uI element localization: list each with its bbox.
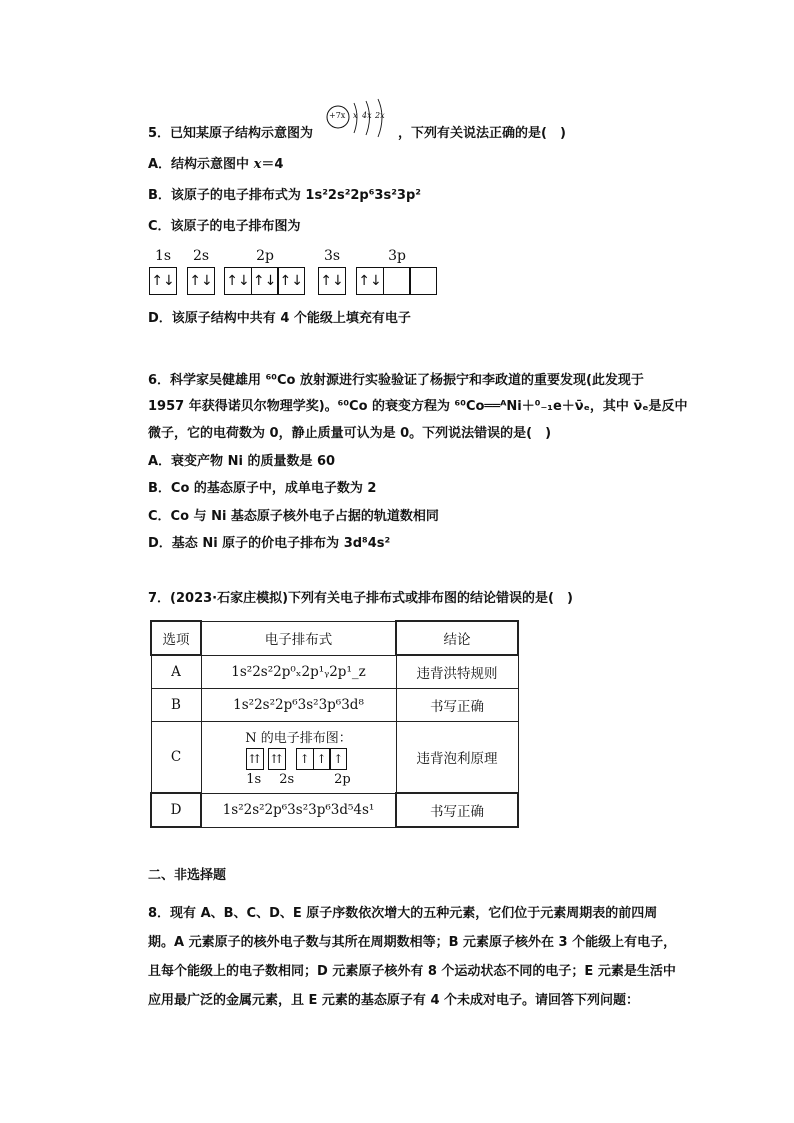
q8-line2: 期。A 元素原子的核外电子数与其所在周期数相等；B 元素原子核外在 3 个能级上有电子， (148, 935, 677, 950)
table-row (151, 793, 518, 827)
table-cell-result: 书写正确 (396, 793, 518, 827)
table-cell-formula (201, 722, 396, 794)
mini-orbital-box: ↑ (296, 748, 314, 770)
table-cell-option: B (151, 689, 201, 722)
q6-line3: 微子，它的电荷数为 0，静止质量可认为是 0。下列说法错误的是( ) (148, 426, 552, 441)
orbital-box: ↑↓ (277, 267, 305, 295)
table-cell-result: 书写正确 (396, 689, 518, 722)
table-row (151, 655, 518, 689)
q7-stem: 7．(2023·石家庄模拟)下列有关电子排布式或排布图的结论错误的是( ) (148, 591, 573, 606)
n-orbital-labels: 1s 2s 2p (246, 772, 351, 788)
mini-orbital-box: ⇈ (246, 748, 264, 770)
n-orbital-diagram (202, 748, 396, 770)
n-diagram-title: N 的电子排布图： (245, 731, 352, 747)
orbital-box: ↑↓ (251, 267, 279, 295)
q5-stem-b: ，下列有关说法正确的是( ) (398, 126, 566, 141)
section-heading: 二、非选择题 (148, 868, 227, 883)
orbital-box: ↑↓ (318, 267, 346, 295)
table-row (151, 689, 518, 722)
orbital-box: ↑↓ (187, 267, 215, 295)
page: 5．已知某原子结构示意图为 +7x x 4x 2x ，下列有关说法正确的是( ) A．结构示意图中 x＝4 B．该原子的电子排布式为 1s²2s²2p⁶3s²3p² C．该原子的电子排布图为 1s ↑↓ 2s ↑↓ 2p ↑↓ ↑↓ ↑↓ 3s ↑↓ 3p ↑↓ D．该原子结构中共有 4 个能级上填充有电子 6．科学家吴健雄用 ⁶⁰Co 放射源进行实验验证了杨振宁和李政道的重要发现(此发现于 1957 年获得诺贝尔物理学奖)。⁶⁰Co 的衰变方程为 ⁶⁰Co══ᴬNi＋⁰₋₁e＋ν̄ₑ，其中 ν̄ₑ是反中 微子，它的电荷数为 0，静止质量可认为是 0。下列说法错误的是( ) A．衰变产物 Ni 的质量数是 60 B．Co 的基态原子中，成单电子数为 2 C．Co 与 Ni 基态原子核外电子占据的轨道数相同 D．基态 Ni 原子的价电子排布为 3d⁸4s² 7．(2023·石家庄模拟)下列有关电子排布式或排布图的结论错误的是( ) 选项 电子排布式 结论 A 1s²2s²2p⁰ₓ2p¹ᵧ2p¹_z 违背洪特规则 B 1s²2s²2p⁶3s²3p⁶3d⁸ 书写正确 C N 的电子排布图： ⇈ ⇈ ↑ ↑ ↑ 1s 2s 2p 违背泡利原理 D 1s²2s²2p⁶3s²3p⁶3d⁵4s¹ 书写正确 二、非选择题 8．现有 A、B、C、D、E 原子序数依次增大的五种元素，它们位于元素周期表的前四周 期。A 元素原子的核外电子数与其所在周期数相等；B 元素原子核外在 3 个能级上有电子， 且每个能级上的电子数相同；D 元素原子核外有 8 个运动状态不同的电子；E 元素是生活中 应用最广泛的金属元素，且 E 元素的基态原子有 4 个未成对电子。请回答下列问题： (0, 0, 794, 1123)
table-cell-option: C (151, 722, 201, 794)
q6-option-a: A．衰变产物 Ni 的质量数是 60 (148, 454, 336, 469)
table-cell-formula: 1s²2s²2p⁶3s²3p⁶3d⁵4s¹ (201, 793, 396, 827)
mini-orbital-box: ⇈ (268, 748, 286, 770)
q8-line4: 应用最广泛的金属元素，且 E 元素的基态原子有 4 个未成对电子。请回答下列问题： (148, 993, 640, 1008)
orbital-box: ↑↓ (356, 267, 384, 295)
q7-table (150, 620, 519, 828)
q6-option-c: C．Co 与 Ni 基态原子核外电子占据的轨道数相同 (148, 509, 439, 524)
table-header-row (151, 621, 518, 655)
q5-option-a: A．结构示意图中 x＝4 (148, 157, 284, 172)
table-cell-result: 违背洪特规则 (396, 655, 518, 689)
atom-shell-1: x (353, 111, 358, 120)
table-cell-option: D (151, 793, 201, 827)
table-row (151, 722, 518, 794)
q5-stem (148, 125, 313, 143)
table-header: 电子排布式 (201, 621, 396, 655)
table-cell-option: A (151, 655, 201, 689)
orbital-box (409, 267, 437, 295)
mini-orbital-box: ↑ (313, 748, 331, 770)
orbital-box (383, 267, 411, 295)
orbital-box: ↑↓ (149, 267, 177, 295)
table-cell-formula: 1s²2s²2p⁰ₓ2p¹ᵧ2p¹_z (201, 655, 396, 689)
table-header: 结论 (396, 621, 518, 655)
table-cell-result: 违背泡利原理 (396, 722, 518, 794)
atom-shell-2: 4x (362, 111, 372, 120)
atom-nucleus: +7x (329, 111, 346, 120)
q8-line1: 8．现有 A、B、C、D、E 原子序数依次增大的五种元素，它们位于元素周期表的前四周 (148, 906, 658, 921)
q6-line1: 6．科学家吴健雄用 ⁶⁰Co 放射源进行实验验证了杨振宁和李政道的重要发现(此发现于 (148, 373, 644, 388)
table-cell-formula: 1s²2s²2p⁶3s²3p⁶3d⁸ (201, 689, 396, 722)
q6-option-b: B．Co 的基态原子中，成单电子数为 2 (148, 481, 377, 496)
q5-stem-a: 5．已知某原子结构示意图为 (148, 126, 314, 141)
atom-structure-diagram (324, 97, 398, 145)
q6-line2: 1957 年获得诺贝尔物理学奖)。⁶⁰Co 的衰变方程为 ⁶⁰Co══ᴬNi＋⁰₋₁e＋ν̄ₑ，其中 ν̄ₑ是反中 (148, 399, 688, 414)
atom-shell-3: 2x (375, 111, 385, 120)
q8-line3: 且每个能级上的电子数相同；D 元素原子核外有 8 个运动状态不同的电子；E 元素是生活中 (148, 964, 676, 979)
table-header: 选项 (151, 621, 201, 655)
mini-orbital-box: ↑ (329, 748, 347, 770)
q5-option-b: B．该原子的电子排布式为 1s²2s²2p⁶3s²3p² (148, 188, 421, 203)
q5-option-d: D．该原子结构中共有 4 个能级上填充有电子 (148, 311, 411, 326)
q5-option-c: C．该原子的电子排布图为 (148, 219, 301, 234)
orbital-box: ↑↓ (224, 267, 252, 295)
q6-option-d: D．基态 Ni 原子的价电子排布为 3d⁸4s² (148, 536, 391, 551)
